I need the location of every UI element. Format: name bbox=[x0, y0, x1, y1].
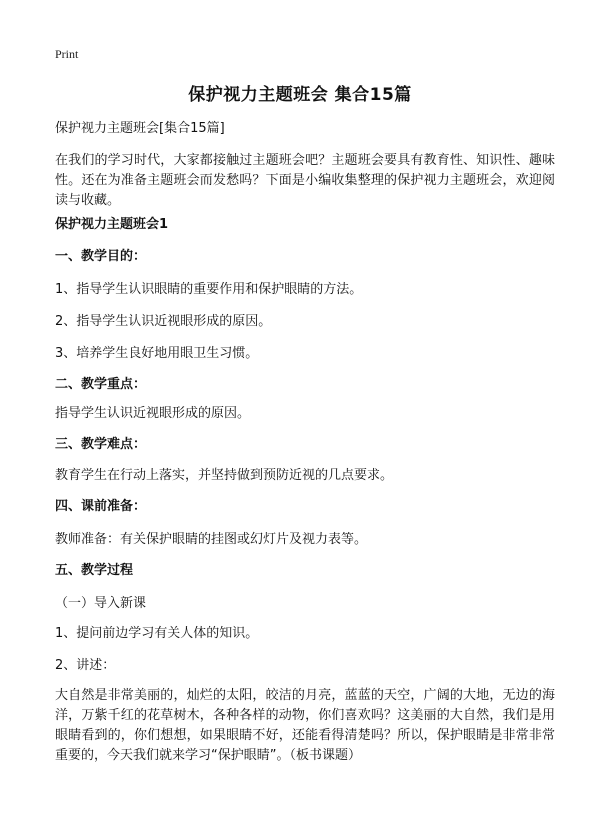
heading-process: 五、教学过程 bbox=[55, 563, 134, 578]
goal-item-1: 1、指导学生认识眼睛的重要作用和保护眼睛的方法。 bbox=[55, 282, 363, 297]
subheading-intro-lesson: （一）导入新课 bbox=[55, 596, 147, 611]
section-title: 保护视力主题班会1 bbox=[55, 217, 169, 232]
document-subtitle: 保护视力主题班会[集合15篇] bbox=[55, 121, 225, 136]
narration-paragraph: 大自然是非常美丽的，灿烂的太阳，皎洁的月亮，蓝蓝的天空，广阔的大地，无边的海洋，万紫千红的花草树木，各种各样的动物，你们喜欢吗？这美丽的大自然，我们是用眼睛看到的，你们想想，如果眼睛不好，还能看得清楚吗？所以，保护眼睛是非常非常重要的，今天我们就来学习“保护眼睛”。（板书课题） bbox=[55, 688, 555, 763]
preparation-text: 教师准备：有关保护眼睛的挂图或幻灯片及视力表等。 bbox=[55, 532, 368, 547]
goal-item-3: 3、培养学生良好地用眼卫生习惯。 bbox=[55, 346, 259, 361]
goal-item-2: 2、指导学生认识近视眼形成的原因。 bbox=[55, 314, 272, 329]
intro-paragraph: 在我们的学习时代，大家都接触过主题班会吧？主题班会要具有教育性、知识性、趣味性。还在为准备主题班会而发愁吗？下面是小编收集整理的保护视力主题班会，欢迎阅读与收藏。 bbox=[55, 153, 555, 208]
print-link[interactable]: Print bbox=[55, 47, 79, 61]
heading-key-points: 二、教学重点： bbox=[55, 377, 147, 392]
heading-difficulties: 三、教学难点： bbox=[55, 437, 147, 452]
heading-teaching-goals: 一、教学目的： bbox=[55, 249, 147, 264]
key-point-text: 指导学生认识近视眼形成的原因。 bbox=[55, 406, 251, 421]
step-item-2: 2、讲述： bbox=[55, 658, 116, 673]
difficulty-text: 教育学生在行动上落实，并坚持做到预防近视的几点要求。 bbox=[55, 468, 394, 483]
heading-preparation: 四、课前准备： bbox=[55, 499, 147, 514]
step-item-1: 1、提问前边学习有关人体的知识。 bbox=[55, 626, 259, 641]
document-title: 保护视力主题班会 集合15篇 bbox=[188, 85, 412, 105]
